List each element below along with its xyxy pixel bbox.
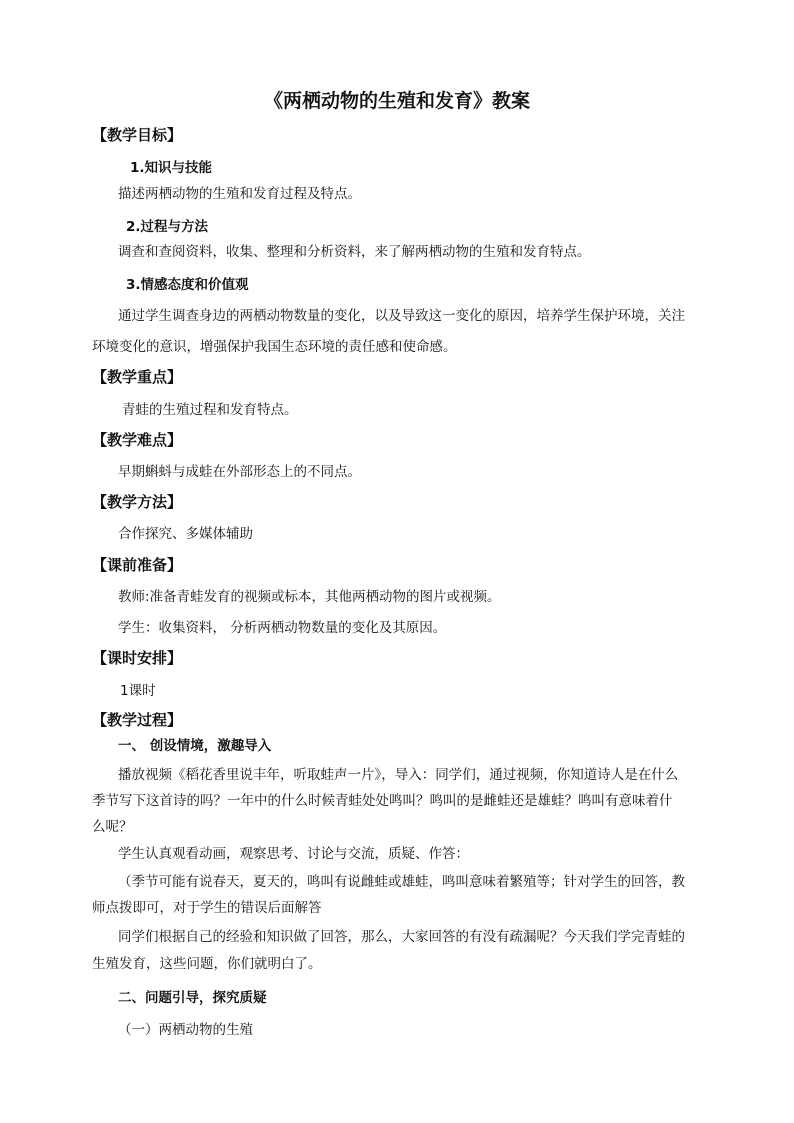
objective-attitude-title: 3.情感态度和价值观 [126, 277, 249, 293]
process-step2-title: 二、问题引导，探究质疑 [118, 990, 267, 1006]
process-p4-line-2: 生殖发育，这些问题，你们就明白了。 [92, 956, 322, 972]
objectives-heading: 【教学目标】 [92, 126, 183, 144]
process-step1-title: 一、 创设情境，激趣导入 [118, 738, 272, 754]
objective-attitude-line-2: 环境变化的意识，增强保护我国生态环境的责任感和使命感。 [92, 339, 457, 355]
process-p1-line-1: 播放视频《稻花香里说丰年，听取蛙声一片》，导入：同学们，通过视频，你知道诗人是在什么 [118, 767, 679, 783]
objective-attitude-line-1: 通过学生调查身边的两栖动物数量的变化，以及导致这一变化的原因，培养学生保护环境，关注 [118, 308, 685, 324]
process-p3-line-2: 师点拨即可，对于学生的错误后面解答 [92, 900, 322, 916]
methods-heading: 【教学方法】 [92, 493, 183, 511]
difficulties-text: 早期蝌蚪与成蛙在外部形态上的不同点。 [118, 464, 361, 480]
schedule-heading: 【课时安排】 [92, 649, 183, 667]
preparation-teacher: 教师:准备青蛙发育的视频或标本，其他两栖动物的图片或视频。 [118, 589, 501, 605]
key-points-heading: 【教学重点】 [92, 368, 183, 386]
methods-text: 合作探究、多媒体辅助 [118, 526, 253, 542]
key-points-text: 青蛙的生殖过程和发育特点。 [122, 402, 298, 418]
objective-knowledge-title: 1.知识与技能 [130, 160, 213, 176]
process-p4-line-1: 同学们根据自己的经验和知识做了回答，那么，大家回答的有没有疏漏呢？今天我们学完青蛙的 [118, 929, 685, 945]
schedule-text: 1课时 [120, 683, 156, 699]
objective-knowledge-text: 描述两栖动物的生殖和发育过程及特点。 [118, 186, 361, 202]
process-step2-subsection: （一）两栖动物的生殖 [118, 1022, 253, 1038]
process-p2: 学生认真观看动画，观察思考、讨论与交流，质疑、作答： [118, 846, 469, 862]
process-heading: 【教学过程】 [92, 711, 183, 729]
objective-process-text: 调查和查阅资料，收集、整理和分析资料，来了解两栖动物的生殖和发育特点。 [118, 244, 591, 260]
process-p1-line-3: 么呢？ [92, 819, 133, 835]
objective-process-title: 2.过程与方法 [126, 219, 209, 235]
preparation-heading: 【课前准备】 [92, 556, 183, 574]
preparation-student: 学生：收集资料， 分析两栖动物数量的变化及其原因。 [118, 620, 447, 636]
process-p1-line-2: 季节写下这首诗的吗？一年中的什么时候青蛙处处鸣叫？鸣叫的是雌蛙还是雄蛙？鸣叫有意味着什 [92, 793, 673, 809]
difficulties-heading: 【教学难点】 [92, 431, 183, 449]
process-p3-line-1: （季节可能有说春天，夏天的，鸣叫有说雌蛙或雄蛙，鸣叫意味着繁殖等；针对学生的回答，教 [118, 874, 685, 890]
page-title: 《两栖动物的生殖和发育》教案 [263, 90, 530, 112]
